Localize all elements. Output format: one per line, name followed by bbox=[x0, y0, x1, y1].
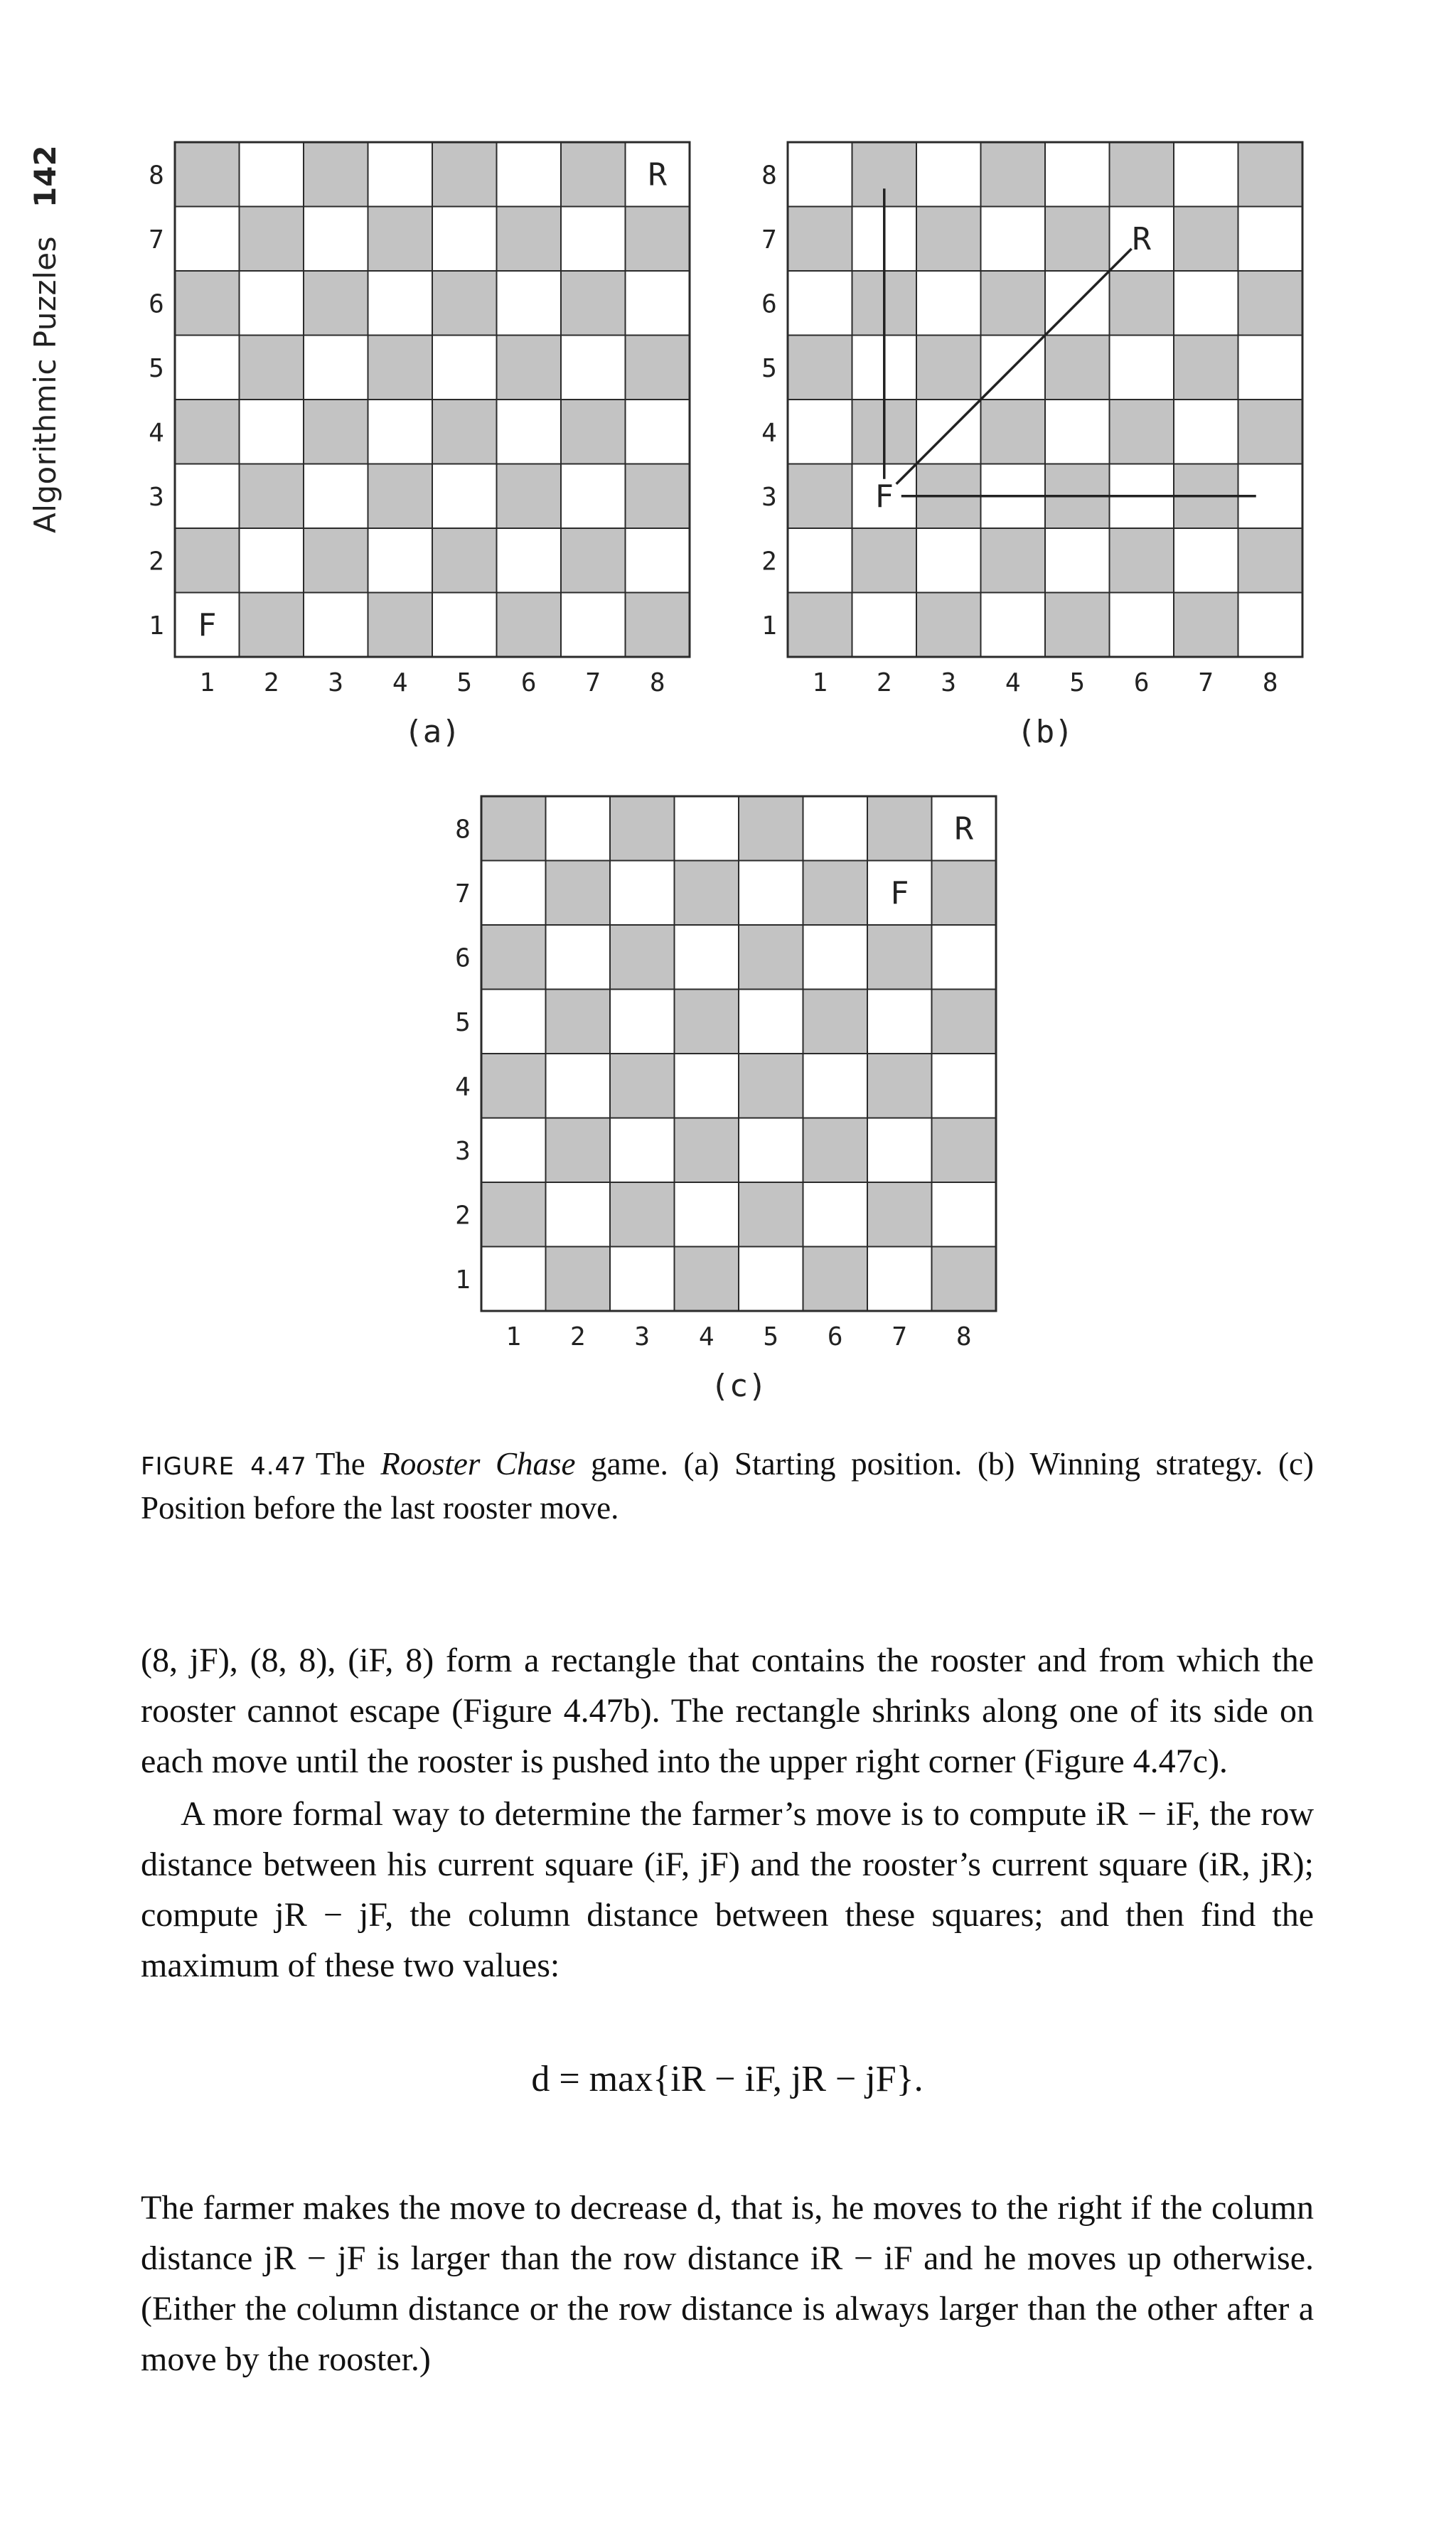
board-square bbox=[626, 400, 690, 464]
board-square bbox=[867, 990, 932, 1054]
board-square bbox=[1238, 400, 1303, 464]
board-square bbox=[1045, 528, 1110, 593]
board-square bbox=[304, 400, 368, 464]
board-square bbox=[788, 336, 852, 400]
paragraph-2 bbox=[141, 1789, 1314, 1991]
equation bbox=[141, 2058, 1314, 2100]
board-square bbox=[981, 400, 1046, 464]
row-label: 2 bbox=[761, 547, 777, 577]
board-square bbox=[1238, 336, 1303, 400]
column-label: 8 bbox=[956, 1322, 972, 1351]
caption-prefix: The bbox=[315, 1446, 381, 1482]
board-square bbox=[561, 528, 626, 593]
board-square bbox=[803, 1054, 868, 1118]
board-square bbox=[867, 796, 932, 861]
board-square bbox=[932, 990, 997, 1054]
board-square bbox=[368, 464, 433, 529]
equation-text: d = max{iR − iF, jR − jF}. bbox=[531, 2059, 924, 2099]
board-square bbox=[1045, 400, 1110, 464]
board-square bbox=[368, 207, 433, 272]
board-square bbox=[1045, 142, 1110, 207]
board-square bbox=[867, 1182, 932, 1247]
board-square bbox=[497, 400, 562, 464]
row-label: 8 bbox=[761, 161, 777, 191]
farmer-piece: F bbox=[874, 478, 894, 515]
paragraph-2-text: A more formal way to determine the farmer’s move is to compute iR − iF, the row distance between his current square (iF, jF) and the rooster’s current square (iR, jR); compute jR − jF, the column distance between these squares; and then find the maximum of these two values: bbox=[141, 1795, 1314, 1984]
board-square bbox=[546, 990, 611, 1054]
column-label: 1 bbox=[812, 668, 828, 697]
column-label: 6 bbox=[520, 668, 537, 697]
board-square bbox=[916, 528, 981, 593]
row-label: 4 bbox=[455, 1072, 471, 1102]
column-label: 7 bbox=[1198, 668, 1214, 697]
board-square bbox=[916, 271, 981, 336]
board-square bbox=[304, 464, 368, 529]
board-square bbox=[675, 1247, 739, 1312]
column-label: 1 bbox=[199, 668, 215, 697]
board-square bbox=[867, 1054, 932, 1118]
column-label: 5 bbox=[456, 668, 473, 697]
board-square bbox=[497, 207, 562, 272]
row-label: 4 bbox=[761, 418, 777, 448]
board-square bbox=[481, 1247, 546, 1312]
row-label: 3 bbox=[149, 482, 164, 512]
board-square bbox=[626, 464, 690, 529]
board-square bbox=[1174, 528, 1238, 593]
board-square bbox=[932, 1054, 997, 1118]
board-square bbox=[803, 796, 868, 861]
board-square bbox=[240, 593, 304, 658]
row-label: 6 bbox=[455, 943, 471, 973]
board-square bbox=[368, 336, 433, 400]
board-square bbox=[916, 142, 981, 207]
board-square bbox=[368, 142, 433, 207]
row-label: 2 bbox=[455, 1201, 471, 1231]
column-label: 3 bbox=[634, 1322, 651, 1351]
board-square bbox=[546, 925, 611, 990]
row-label: 2 bbox=[149, 547, 164, 577]
column-label: 2 bbox=[569, 1322, 586, 1351]
board-square bbox=[626, 593, 690, 658]
board-square bbox=[175, 400, 240, 464]
board-square bbox=[481, 925, 546, 990]
board-square bbox=[1174, 593, 1238, 658]
board-square bbox=[497, 271, 562, 336]
row-label: 4 bbox=[149, 418, 164, 448]
page-number: 142 bbox=[27, 145, 63, 208]
board-square bbox=[481, 796, 546, 861]
board-square bbox=[546, 1182, 611, 1247]
board-square bbox=[852, 593, 917, 658]
board-square bbox=[175, 207, 240, 272]
row-label: 1 bbox=[761, 611, 777, 641]
rooster-piece: R bbox=[648, 156, 667, 193]
board-square bbox=[368, 593, 433, 658]
board-square bbox=[481, 1054, 546, 1118]
board-square bbox=[481, 861, 546, 926]
board-square bbox=[240, 464, 304, 529]
board-square bbox=[675, 1118, 739, 1183]
board-square bbox=[432, 400, 497, 464]
row-label: 8 bbox=[455, 815, 471, 845]
board-square bbox=[561, 593, 626, 658]
board-square bbox=[368, 400, 433, 464]
column-label: 6 bbox=[827, 1322, 843, 1351]
row-label: 6 bbox=[149, 289, 164, 319]
board-square bbox=[803, 990, 868, 1054]
board-square bbox=[675, 861, 739, 926]
column-label: 5 bbox=[1069, 668, 1086, 697]
board-square bbox=[739, 1054, 803, 1118]
board-square bbox=[240, 528, 304, 593]
board-square bbox=[803, 1182, 868, 1247]
column-label: 4 bbox=[1005, 668, 1021, 697]
board-square bbox=[1110, 400, 1174, 464]
column-label: 1 bbox=[505, 1322, 522, 1351]
board-square bbox=[1174, 271, 1238, 336]
board-square bbox=[867, 1118, 932, 1183]
board-square bbox=[932, 1118, 997, 1183]
board-square bbox=[1174, 336, 1238, 400]
board-square bbox=[175, 142, 240, 207]
board-square bbox=[432, 528, 497, 593]
board-square bbox=[1174, 142, 1238, 207]
board-square bbox=[932, 1182, 997, 1247]
board-square bbox=[1110, 593, 1174, 658]
board-square bbox=[739, 861, 803, 926]
row-label: 5 bbox=[149, 353, 164, 383]
row-label: 5 bbox=[761, 353, 777, 383]
board-c bbox=[434, 789, 1003, 1415]
board-square bbox=[1110, 336, 1174, 400]
board-square bbox=[803, 1118, 868, 1183]
board-square bbox=[626, 528, 690, 593]
panel-label: (a) bbox=[404, 714, 461, 750]
board-square bbox=[497, 336, 562, 400]
column-label: 4 bbox=[392, 668, 408, 697]
board-square bbox=[1238, 528, 1303, 593]
board-square bbox=[1110, 142, 1174, 207]
panel-label: (b) bbox=[1017, 714, 1074, 750]
board-square bbox=[803, 861, 868, 926]
panel-label: (c) bbox=[710, 1368, 767, 1404]
board-square bbox=[561, 271, 626, 336]
column-label: 7 bbox=[585, 668, 601, 697]
board-square bbox=[561, 336, 626, 400]
board-square bbox=[304, 142, 368, 207]
board-square bbox=[610, 1247, 675, 1312]
board-square bbox=[546, 796, 611, 861]
board-square bbox=[739, 796, 803, 861]
board-square bbox=[675, 990, 739, 1054]
board-square bbox=[432, 142, 497, 207]
row-label: 5 bbox=[455, 1007, 471, 1037]
board-square bbox=[546, 1247, 611, 1312]
board-square bbox=[546, 861, 611, 926]
board-square bbox=[788, 593, 852, 658]
running-head bbox=[13, 135, 77, 533]
board-square bbox=[481, 1182, 546, 1247]
board-square bbox=[240, 400, 304, 464]
board-square bbox=[610, 1118, 675, 1183]
board-square bbox=[546, 1054, 611, 1118]
board-square bbox=[175, 336, 240, 400]
board-square bbox=[304, 528, 368, 593]
row-label: 8 bbox=[149, 161, 164, 191]
paragraph-1-text: (8, jF), (8, 8), (iF, 8) form a rectangle that contains the rooster and from which the rooster cannot escape (Figure 4.47b). The rectangle shrinks along one of its side on each move until the rooster is pushed into the upper right corner (Figure 4.47c). bbox=[141, 1642, 1314, 1780]
board-square bbox=[739, 1182, 803, 1247]
column-label: 7 bbox=[892, 1322, 908, 1351]
board-square bbox=[610, 1054, 675, 1118]
board-square bbox=[788, 400, 852, 464]
board-square bbox=[561, 400, 626, 464]
farmer-piece: F bbox=[890, 874, 909, 911]
board-square bbox=[788, 528, 852, 593]
board-square bbox=[497, 142, 562, 207]
board-square bbox=[788, 207, 852, 272]
row-label: 6 bbox=[761, 289, 777, 319]
column-label: 3 bbox=[328, 668, 344, 697]
board-square bbox=[432, 336, 497, 400]
board-square bbox=[304, 593, 368, 658]
paragraph-1 bbox=[141, 1635, 1314, 1787]
board-square bbox=[626, 336, 690, 400]
board-square bbox=[610, 796, 675, 861]
board-square bbox=[1238, 207, 1303, 272]
board-square bbox=[867, 925, 932, 990]
board-square bbox=[175, 271, 240, 336]
board-square bbox=[1045, 207, 1110, 272]
board-square bbox=[240, 142, 304, 207]
board-square bbox=[1238, 593, 1303, 658]
board-square bbox=[610, 1182, 675, 1247]
figure-label: FIGURE 4.47 bbox=[141, 1452, 307, 1481]
board-b bbox=[741, 135, 1310, 761]
running-head-title: Algorithmic Puzzles bbox=[27, 236, 63, 533]
board-square bbox=[240, 336, 304, 400]
board-square bbox=[916, 593, 981, 658]
board-square bbox=[867, 1247, 932, 1312]
board-square bbox=[546, 1118, 611, 1183]
board-square bbox=[240, 207, 304, 272]
board-square bbox=[240, 271, 304, 336]
board-square bbox=[739, 1247, 803, 1312]
board-square bbox=[1174, 207, 1238, 272]
board-square bbox=[626, 271, 690, 336]
board-square bbox=[561, 464, 626, 529]
board-square bbox=[610, 990, 675, 1054]
board-square bbox=[981, 528, 1046, 593]
board-square bbox=[675, 1182, 739, 1247]
board-square bbox=[981, 593, 1046, 658]
board-square bbox=[803, 925, 868, 990]
board-square bbox=[739, 990, 803, 1054]
row-label: 1 bbox=[149, 611, 164, 641]
board-square bbox=[1110, 528, 1174, 593]
board-square bbox=[932, 925, 997, 990]
board-square bbox=[932, 861, 997, 926]
column-label: 2 bbox=[876, 668, 892, 697]
board-square bbox=[1238, 271, 1303, 336]
caption-rest: game. (a) Starting position. (b) Winning strategy. (c) Position before the last rooster move. bbox=[141, 1446, 1314, 1526]
column-label: 2 bbox=[263, 668, 279, 697]
figure-caption bbox=[141, 1443, 1314, 1529]
board-square bbox=[561, 142, 626, 207]
row-label: 1 bbox=[455, 1265, 471, 1295]
board-square bbox=[626, 207, 690, 272]
rooster-piece: R bbox=[954, 810, 973, 847]
board-square bbox=[610, 925, 675, 990]
paragraph-3 bbox=[141, 2183, 1314, 2384]
row-label: 7 bbox=[455, 879, 471, 909]
row-label: 3 bbox=[455, 1136, 471, 1166]
board-square bbox=[481, 1118, 546, 1183]
board-square bbox=[368, 528, 433, 593]
board-square bbox=[1174, 400, 1238, 464]
board-square bbox=[304, 207, 368, 272]
board-square bbox=[739, 925, 803, 990]
column-label: 4 bbox=[698, 1322, 714, 1351]
board-square bbox=[788, 142, 852, 207]
board-square bbox=[1238, 142, 1303, 207]
board-square bbox=[981, 142, 1046, 207]
board-square bbox=[1045, 593, 1110, 658]
column-label: 3 bbox=[941, 668, 957, 697]
board-square bbox=[675, 1054, 739, 1118]
board-square bbox=[175, 464, 240, 529]
board-square bbox=[561, 207, 626, 272]
board-square bbox=[916, 207, 981, 272]
paragraph-3-text: The farmer makes the move to decrease d, that is, he moves to the right if the column distance jR − jF is larger than the row distance iR − iF and he moves up otherwise. (Either the column distance or the row distance is always larger than the other after a move by the rooster.) bbox=[141, 2189, 1314, 2378]
board-square bbox=[610, 861, 675, 926]
board-square bbox=[432, 271, 497, 336]
board-square bbox=[175, 528, 240, 593]
caption-title: Rooster Chase bbox=[380, 1446, 576, 1482]
board-square bbox=[497, 464, 562, 529]
board-square bbox=[981, 271, 1046, 336]
row-label: 7 bbox=[761, 225, 777, 255]
farmer-piece: F bbox=[198, 606, 217, 643]
board-square bbox=[1045, 336, 1110, 400]
column-label: 6 bbox=[1133, 668, 1150, 697]
board-square bbox=[852, 528, 917, 593]
board-square bbox=[788, 464, 852, 529]
row-label: 7 bbox=[149, 225, 164, 255]
board-square bbox=[675, 925, 739, 990]
board-square bbox=[432, 207, 497, 272]
board-square bbox=[304, 336, 368, 400]
column-label: 8 bbox=[1262, 668, 1278, 697]
board-square bbox=[497, 593, 562, 658]
board-square bbox=[981, 207, 1046, 272]
board-square bbox=[916, 336, 981, 400]
board-square bbox=[432, 464, 497, 529]
board-square bbox=[1110, 271, 1174, 336]
board-square bbox=[368, 271, 433, 336]
board-square bbox=[432, 593, 497, 658]
board-square bbox=[497, 528, 562, 593]
column-label: 8 bbox=[649, 668, 665, 697]
board-square bbox=[739, 1118, 803, 1183]
board-square bbox=[675, 796, 739, 861]
rooster-piece: R bbox=[1132, 220, 1151, 257]
column-label: 5 bbox=[763, 1322, 779, 1351]
board-square bbox=[932, 1247, 997, 1312]
board-square bbox=[481, 990, 546, 1054]
board-a bbox=[128, 135, 697, 761]
board-square bbox=[803, 1247, 868, 1312]
board-square bbox=[788, 271, 852, 336]
row-label: 3 bbox=[761, 482, 777, 512]
board-square bbox=[304, 271, 368, 336]
